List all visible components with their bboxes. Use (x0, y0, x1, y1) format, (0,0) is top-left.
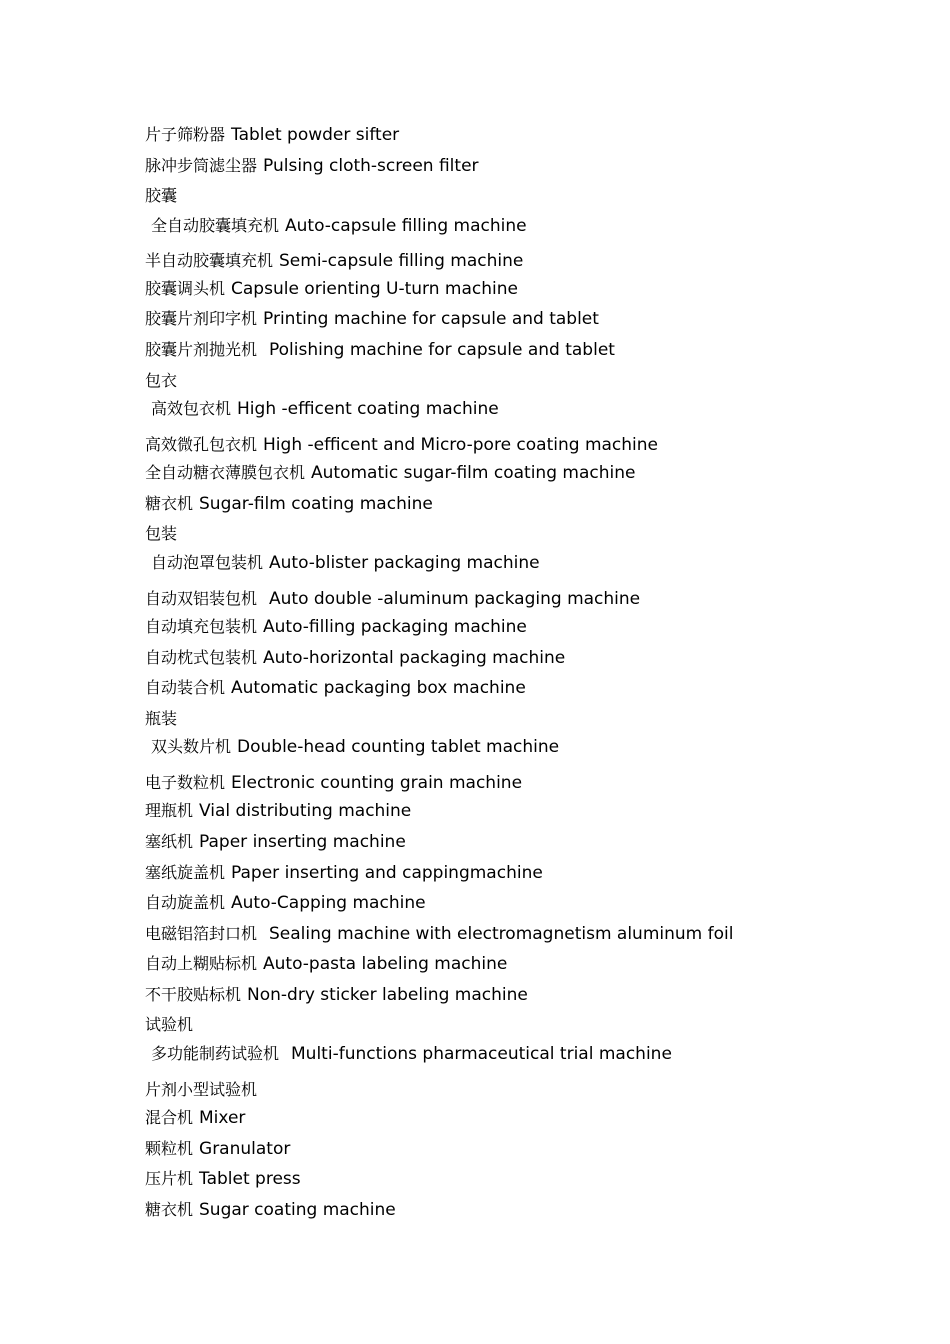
chinese-term: 胶囊片剂抛光机 (145, 339, 258, 359)
english-term: High -efficent and Micro-pore coating machine (263, 435, 659, 456)
english-term: Semi-capsule filling machine (279, 250, 524, 271)
section-heading (145, 1071, 905, 1103)
chinese-term: 自动上糊贴标机 (145, 954, 258, 974)
glossary-entry (145, 580, 905, 612)
section-heading-text: 胶囊 (145, 186, 178, 206)
english-term: Auto-pasta labeling machine (263, 954, 508, 975)
english-term: Sugar coating machine (199, 1199, 396, 1220)
english-term: Auto-horizontal packaging machine (263, 647, 566, 668)
glossary-entry (145, 304, 905, 335)
glossary-entry (145, 458, 905, 489)
chinese-term: 塞纸机 (145, 831, 194, 851)
glossary-entry (145, 980, 905, 1011)
glossary-entry (145, 274, 905, 305)
section-heading-text: 片剂小型试验机 (145, 1080, 258, 1100)
section-heading-text: 包装 (145, 524, 178, 544)
english-term: Auto-capsule filling machine (285, 215, 527, 236)
chinese-term: 塞纸旋盖机 (145, 862, 226, 882)
glossary-entry (145, 550, 905, 580)
chinese-term: 自动泡罩包装机 (151, 552, 264, 572)
section-heading (145, 181, 905, 212)
chinese-term: 自动旋盖机 (145, 893, 226, 913)
english-term: Vial distributing machine (199, 801, 412, 822)
section-heading-text: 试验机 (145, 1015, 194, 1035)
chinese-term: 不干胶贴标机 (145, 984, 242, 1004)
english-term: Pulsing cloth-screen filter (263, 155, 479, 176)
glossary-entry (145, 949, 905, 980)
english-term: Auto-filling packaging machine (263, 616, 527, 637)
glossary-entry (145, 151, 905, 182)
chinese-term: 自动填充包装机 (145, 616, 258, 636)
english-term: Electronic counting grain machine (231, 773, 523, 794)
chinese-term: 颗粒机 (145, 1138, 194, 1158)
english-term: Capsule orienting U-turn machine (231, 278, 518, 299)
english-term: Tablet powder sifter (231, 125, 400, 145)
chinese-term: 自动双铝装包机 (145, 588, 258, 608)
glossary-entry (145, 734, 905, 764)
glossary-entry (145, 827, 905, 858)
chinese-term: 全自动胶囊填充机 (151, 215, 280, 235)
english-term: Automatic packaging box machine (231, 678, 526, 699)
section-heading (145, 366, 905, 397)
glossary-entry (145, 858, 905, 889)
english-term: Printing machine for capsule and tablet (263, 309, 599, 330)
chinese-term: 双头数片机 (151, 737, 232, 757)
glossary-entry (145, 1103, 905, 1134)
glossary-entry (145, 1134, 905, 1165)
section-heading-text: 包衣 (145, 370, 178, 390)
glossary-entry (145, 242, 905, 274)
section-heading (145, 1010, 905, 1041)
english-term: High -efficent coating machine (237, 399, 499, 420)
glossary-entry (145, 612, 905, 643)
section-heading-text: 瓶装 (145, 708, 178, 728)
english-term: Non-dry sticker labeling machine (247, 984, 528, 1005)
glossary-entry (145, 1164, 905, 1195)
section-heading (145, 519, 905, 550)
glossary-entry (145, 643, 905, 674)
english-term: Mixer (199, 1108, 246, 1129)
glossary-entry (145, 211, 905, 242)
section-heading (145, 704, 905, 735)
english-term: Multi-functions pharmaceutical trial machine (291, 1044, 672, 1065)
glossary-entry (145, 764, 905, 796)
glossary-list (145, 120, 905, 1225)
chinese-term: 糖衣机 (145, 1199, 194, 1219)
english-term: Sugar-film coating machine (199, 493, 433, 514)
english-term: Auto-blister packaging machine (269, 552, 540, 573)
chinese-term: 多功能制药试验机 (151, 1044, 280, 1064)
chinese-term: 脉冲步筒滤尘器 (145, 155, 258, 175)
chinese-term: 压片机 (145, 1169, 194, 1189)
chinese-term: 胶囊调头机 (145, 278, 226, 298)
english-term: Granulator (199, 1138, 291, 1159)
chinese-term: 电子数粒机 (145, 773, 226, 793)
glossary-entry (145, 673, 905, 704)
glossary-entry (145, 919, 905, 950)
glossary-entry (145, 396, 905, 426)
chinese-term: 半自动胶囊填充机 (145, 250, 274, 270)
glossary-entry (145, 426, 905, 458)
glossary-entry (145, 489, 905, 520)
chinese-term: 自动枕式包装机 (145, 647, 258, 667)
chinese-term: 高效包衣机 (151, 399, 232, 419)
chinese-term: 糖衣机 (145, 493, 194, 513)
glossary-entry (145, 888, 905, 919)
chinese-term: 片子筛粉器 (145, 125, 226, 144)
english-term: Automatic sugar-film coating machine (311, 463, 636, 484)
chinese-term: 高效微孔包衣机 (145, 435, 258, 455)
chinese-term: 自动装合机 (145, 678, 226, 698)
english-term: Auto-Capping machine (231, 893, 426, 914)
english-term: Tablet press (199, 1169, 301, 1190)
english-term: Polishing machine for capsule and tablet (269, 339, 615, 360)
english-term: Double-head counting tablet machine (237, 737, 560, 758)
english-term: Sealing machine with electromagnetism aluminum foil (269, 923, 734, 944)
glossary-entry (145, 1195, 905, 1226)
glossary-entry (145, 120, 905, 151)
chinese-term: 电磁铝箔封口机 (145, 923, 258, 943)
english-term: Paper inserting machine (199, 831, 406, 852)
chinese-term: 理瓶机 (145, 801, 194, 821)
glossary-entry (145, 796, 905, 827)
glossary-entry (145, 335, 905, 366)
chinese-term: 全自动糖衣薄膜包衣机 (145, 463, 306, 483)
english-term: Auto double -aluminum packaging machine (269, 588, 641, 609)
chinese-term: 混合机 (145, 1108, 194, 1128)
glossary-entry (145, 1041, 905, 1071)
chinese-term: 胶囊片剂印字机 (145, 309, 258, 329)
english-term: Paper inserting and cappingmachine (231, 862, 543, 883)
